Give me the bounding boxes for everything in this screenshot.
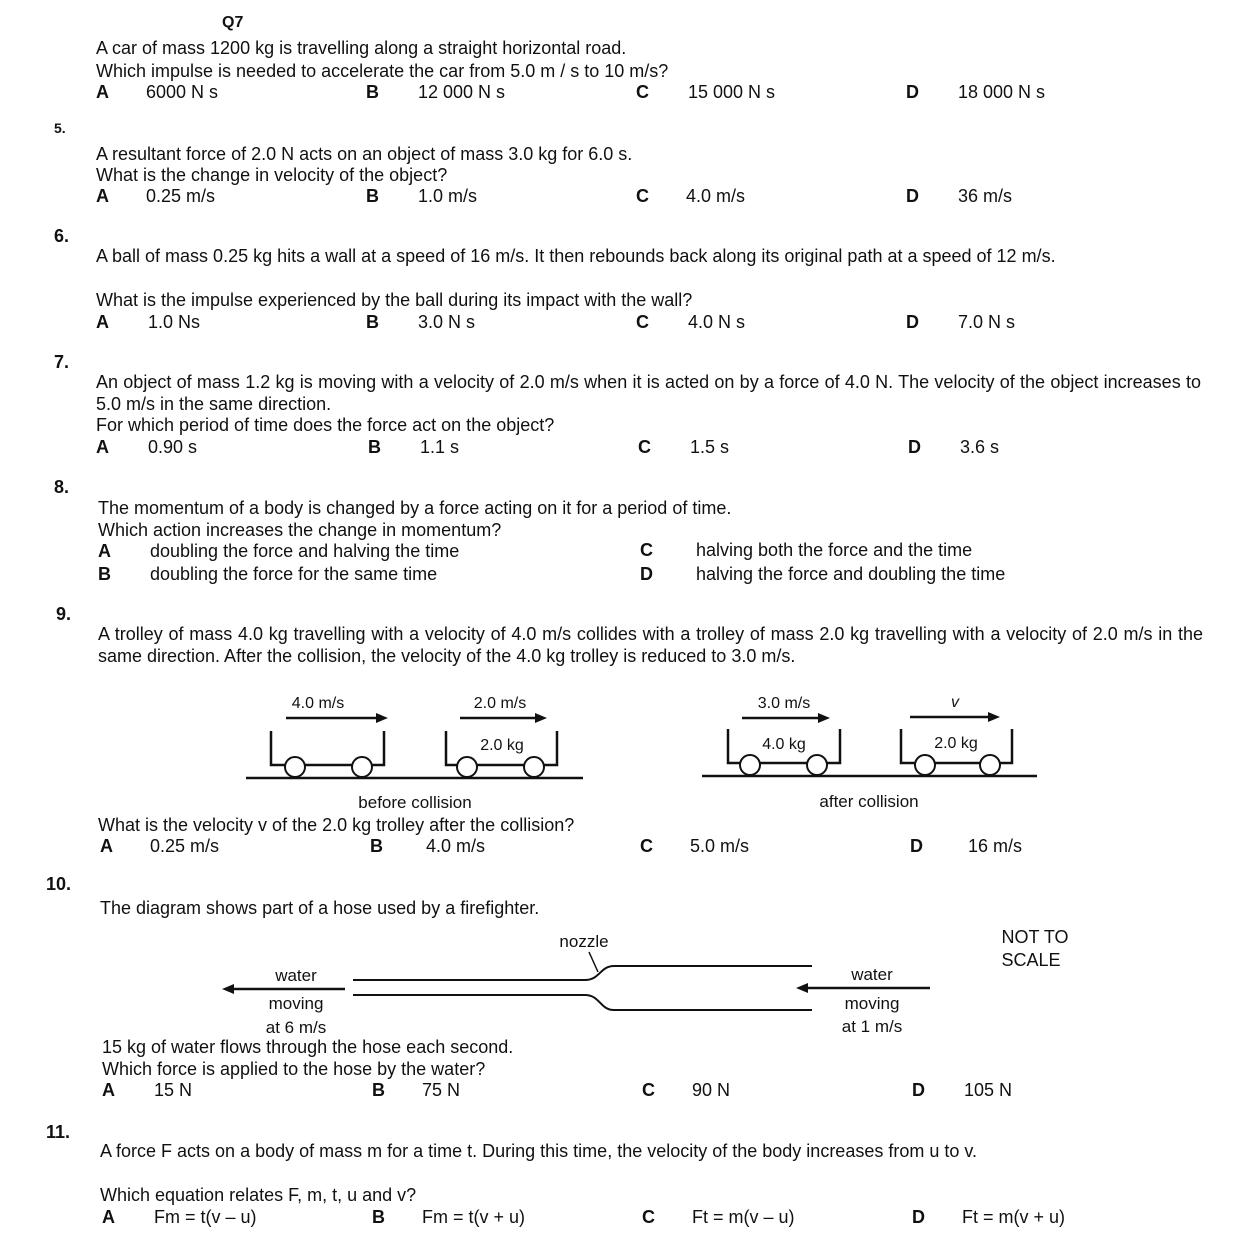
question-number: 7. — [54, 352, 70, 372]
option-text: 3.0 N s — [418, 312, 476, 332]
mass-label: 2.0 kg — [934, 735, 978, 752]
mass-label: 2.0 kg — [480, 737, 524, 754]
option-text: 5.0 m/s — [690, 836, 750, 856]
option-text: 0.25 m/s — [150, 836, 220, 856]
option-letter: C — [640, 836, 653, 856]
option-text: 4.0 N s — [688, 312, 746, 332]
option-letter: A — [96, 186, 109, 206]
option-letter: C — [636, 186, 649, 206]
option-text: doubling the force and halving the time — [150, 541, 460, 561]
option-text: 1.5 s — [690, 437, 730, 457]
option-letter: D — [640, 564, 653, 584]
option-text: Fm = t(v – u) — [154, 1207, 257, 1227]
question-text: What is the impulse experienced by the ball during its impact with the wall? — [96, 290, 693, 310]
velocity-label: 4.0 m/s — [291, 695, 345, 712]
not-to-scale-label: SCALE — [1001, 950, 1061, 970]
mass-label: 4.0 kg — [762, 736, 806, 753]
option-letter: D — [912, 1207, 925, 1227]
question-number: 11. — [46, 1122, 71, 1142]
velocity-label: 3.0 m/s — [757, 695, 811, 712]
option-letter: A — [98, 541, 111, 561]
question-text: For which period of time does the force act on the object? — [96, 415, 555, 435]
option-letter: B — [372, 1207, 385, 1227]
question-text: An object of mass 1.2 kg is moving with a velocity of 2.0 m/s when it is acted on by a force of 4.0 N. The velocity of the object increases to 5.0 m/s in the same direction. — [96, 372, 1201, 414]
left-water-label: water — [275, 966, 317, 985]
option-letter: D — [912, 1080, 925, 1100]
option-letter: A — [96, 437, 109, 457]
option-letter: D — [910, 836, 923, 856]
arrowhead — [222, 984, 234, 994]
question-number: 8. — [54, 477, 70, 497]
option-text: 105 N — [964, 1080, 1013, 1100]
question-text: A trolley of mass 4.0 kg travelling with a velocity of 4.0 m/s collides with a trolley of mass 2.0 kg travelling with a velocity of 2.0 m/s in the same direction. After the collision, the velocity of the 4.0 kg trolley is reduced to 3.0 m/s. — [98, 624, 1203, 666]
question-text: Which impulse is needed to accelerate the car from 5.0 m / s to 10 m/s? — [96, 61, 669, 81]
question-text: What is the velocity v of the 2.0 kg trolley after the collision? — [98, 815, 575, 835]
option-text: 75 N — [422, 1080, 461, 1100]
after-collision-label: after collision — [819, 792, 919, 811]
option-text: 4.0 m/s — [686, 186, 746, 206]
option-text: 16 m/s — [968, 836, 1023, 856]
option-text: 12 000 N s — [418, 82, 506, 102]
question-number: 10. — [46, 874, 72, 894]
right-water-label: water — [851, 965, 893, 984]
option-letter: A — [96, 82, 109, 102]
velocity-label: 2.0 m/s — [473, 695, 527, 712]
option-letter: D — [906, 186, 919, 206]
option-letter: C — [640, 540, 653, 560]
option-text: 6000 N s — [146, 82, 219, 102]
question-number: 9. — [56, 604, 72, 624]
nozzle-pointer — [589, 952, 598, 972]
option-letter: A — [102, 1207, 115, 1227]
option-letter: D — [908, 437, 921, 457]
option-letter: D — [906, 82, 919, 102]
question-text: The momentum of a body is changed by a force acting on it for a period of time. — [98, 498, 732, 518]
option-letter: B — [372, 1080, 385, 1100]
option-text: Ft = m(v – u) — [692, 1207, 795, 1227]
option-letter: B — [368, 437, 381, 457]
option-text: 0.90 s — [148, 437, 198, 457]
velocity-label: v — [951, 694, 959, 711]
hose-upper-wall — [353, 966, 812, 980]
option-text: halving the force and doubling the time — [696, 564, 1006, 584]
question-text: Which force is applied to the hose by the water? — [102, 1059, 486, 1079]
option-text: 3.6 s — [960, 437, 1000, 457]
option-letter: B — [98, 564, 111, 584]
option-text: Fm = t(v + u) — [422, 1207, 526, 1227]
option-text: Ft = m(v + u) — [962, 1207, 1066, 1227]
option-letter: B — [366, 82, 379, 102]
question-text: The diagram shows part of a hose used by a firefighter. — [100, 898, 540, 918]
nozzle-label: nozzle — [559, 932, 609, 951]
right-water-label: moving — [844, 994, 900, 1013]
option-letter: B — [366, 312, 379, 332]
option-text: 15 000 N s — [688, 82, 776, 102]
option-letter: C — [638, 437, 651, 457]
option-text: 4.0 m/s — [426, 836, 486, 856]
question-number: 6. — [54, 226, 70, 246]
option-text: 1.0 Ns — [148, 312, 201, 332]
option-letter: C — [642, 1080, 655, 1100]
option-letter: B — [366, 186, 379, 206]
question-number: Q7 — [222, 14, 244, 31]
option-text: 18 000 N s — [958, 82, 1046, 102]
option-text: 0.25 m/s — [146, 186, 216, 206]
question-text: Which equation relates F, m, t, u and v? — [100, 1185, 417, 1205]
question-text: What is the change in velocity of the object? — [96, 165, 448, 185]
option-letter: B — [370, 836, 383, 856]
option-text: 7.0 N s — [958, 312, 1016, 332]
option-text: 15 N — [154, 1080, 193, 1100]
option-text: 90 N — [692, 1080, 731, 1100]
not-to-scale-label: NOT TO — [1001, 927, 1069, 947]
option-letter: A — [100, 836, 113, 856]
question-text: A force F acts on a body of mass m for a time t. During this time, the velocity of the body increases from u to v. — [100, 1141, 978, 1161]
question-text: A car of mass 1200 kg is travelling along a straight horizontal road. — [96, 38, 627, 58]
right-water-label: at 1 m/s — [841, 1017, 903, 1036]
option-text: halving both the force and the time — [696, 540, 973, 560]
question-number: 5. — [54, 120, 66, 136]
before-collision-label: before collision — [358, 793, 472, 812]
question-text: Which action increases the change in momentum? — [98, 520, 502, 540]
question-text: A resultant force of 2.0 N acts on an object of mass 3.0 kg for 6.0 s. — [96, 144, 633, 164]
option-letter: C — [642, 1207, 655, 1227]
left-water-label: at 6 m/s — [265, 1018, 327, 1037]
left-water-label: moving — [268, 994, 324, 1013]
option-text: doubling the force for the same time — [150, 564, 438, 584]
hose-lower-wall — [353, 995, 812, 1010]
option-letter: D — [906, 312, 919, 332]
option-text: 1.0 m/s — [418, 186, 478, 206]
question-text: A ball of mass 0.25 kg hits a wall at a speed of 16 m/s. It then rebounds back along its original path at a speed of 12 m/s. — [96, 246, 1056, 266]
option-letter: C — [636, 312, 649, 332]
option-text: 36 m/s — [958, 186, 1013, 206]
question-text: 15 kg of water flows through the hose each second. — [102, 1037, 514, 1057]
option-letter: C — [636, 82, 649, 102]
arrowhead — [796, 983, 808, 993]
option-letter: A — [102, 1080, 115, 1100]
option-letter: A — [96, 312, 109, 332]
option-text: 1.1 s — [420, 437, 460, 457]
